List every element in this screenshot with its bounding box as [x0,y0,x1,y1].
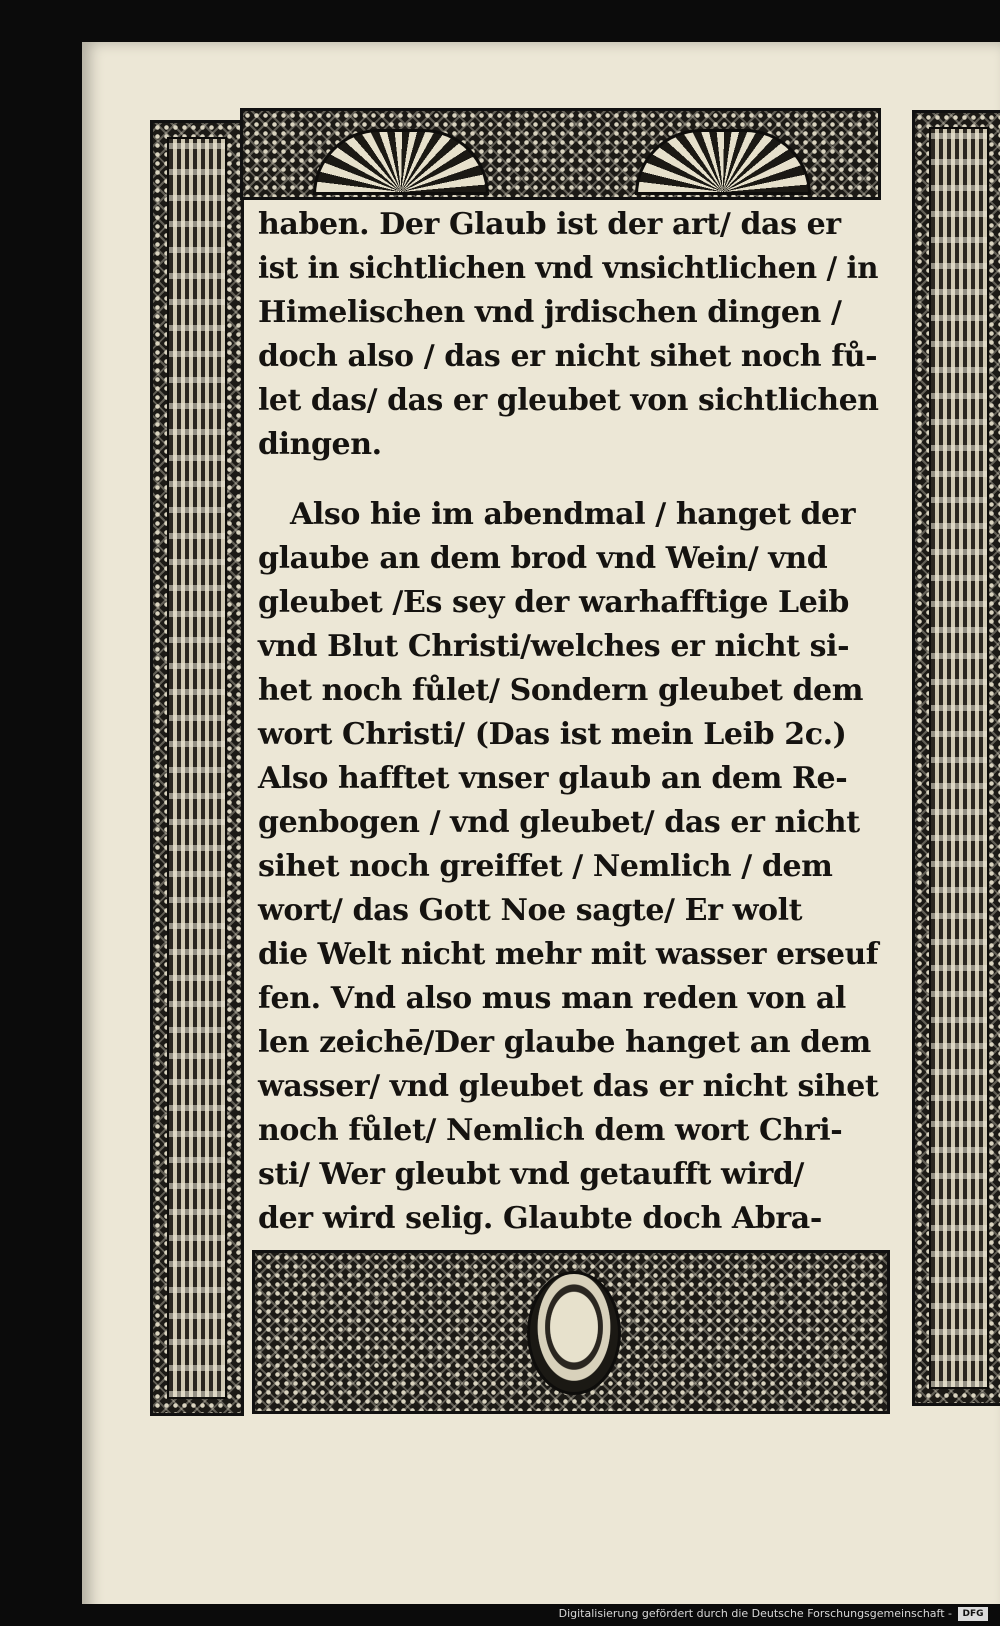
text-line-7: Also hie im abendmal / hanget der [290,497,856,532]
right-fan-ornament [635,129,811,195]
left-pillar-carving [167,137,227,1399]
text-line-14: genbogen / vnd gleubet/ das er nicht [258,805,860,840]
funding-credit: Digitalisierung gefördert durch die Deutsche Forschungsgemeinschaft - [558,1607,952,1620]
text-block [258,205,878,1245]
text-line-15: sihet noch greiffet / Nemlich / dem [258,849,833,884]
text-line-6: dingen. [258,427,382,462]
text-line-18: fen. Vnd also mus man reden von al [258,981,846,1016]
left-fan-ornament [313,129,489,195]
text-line-13: Also hafftet vnser glaub an dem Re- [258,761,848,796]
text-line-20: wasser/ vnd gleubet das er nicht sihet [258,1069,879,1104]
text-line-2: ist in sichtlichen vnd vnsichtlichen / in [258,251,879,286]
text-line-5: let das/ das er gleubet von sichtlichen [258,383,879,418]
right-ornamental-pillar [912,110,1000,1406]
text-line-9: gleubet /Es sey der warhafftige Leib [258,585,850,620]
text-line-11: het noch fůlet/ Sondern gleubet dem [258,673,864,708]
text-line-1: haben. Der Glaub ist der art/ das er [258,207,841,242]
text-line-23: der wird selig. Glaubte doch Abra- [258,1201,822,1236]
text-line-19: len zeichē/Der glaube hanget an dem [258,1025,871,1060]
text-line-4: doch also / das er nicht sihet noch fů- [258,339,878,374]
text-line-8: glaube an dem brod vnd Wein/ vnd [258,541,828,576]
digitization-footer [0,1604,1000,1626]
right-pillar-carving [929,127,989,1389]
text-line-3: Himelischen vnd jrdischen dingen / [258,295,842,330]
text-line-21: noch fůlet/ Nemlich dem wort Chri- [258,1113,843,1148]
text-line-17: die Welt nicht mehr mit wasser erseuf [258,937,879,972]
dfg-logo: DFG [958,1607,988,1621]
portrait-medallion [527,1271,621,1395]
text-line-16: wort/ das Gott Noe sagte/ Er wolt [258,893,803,928]
bottom-ornamental-frieze [252,1250,890,1414]
text-line-22: sti/ Wer gleubt vnd getaufft wird/ [258,1157,804,1192]
text-line-10: vnd Blut Christi/welches er nicht si- [258,629,850,664]
top-ornamental-frieze [240,108,881,200]
text-line-12: wort Christi/ (Das ist mein Leib 2c.) [258,717,847,752]
left-ornamental-pillar [150,120,244,1416]
